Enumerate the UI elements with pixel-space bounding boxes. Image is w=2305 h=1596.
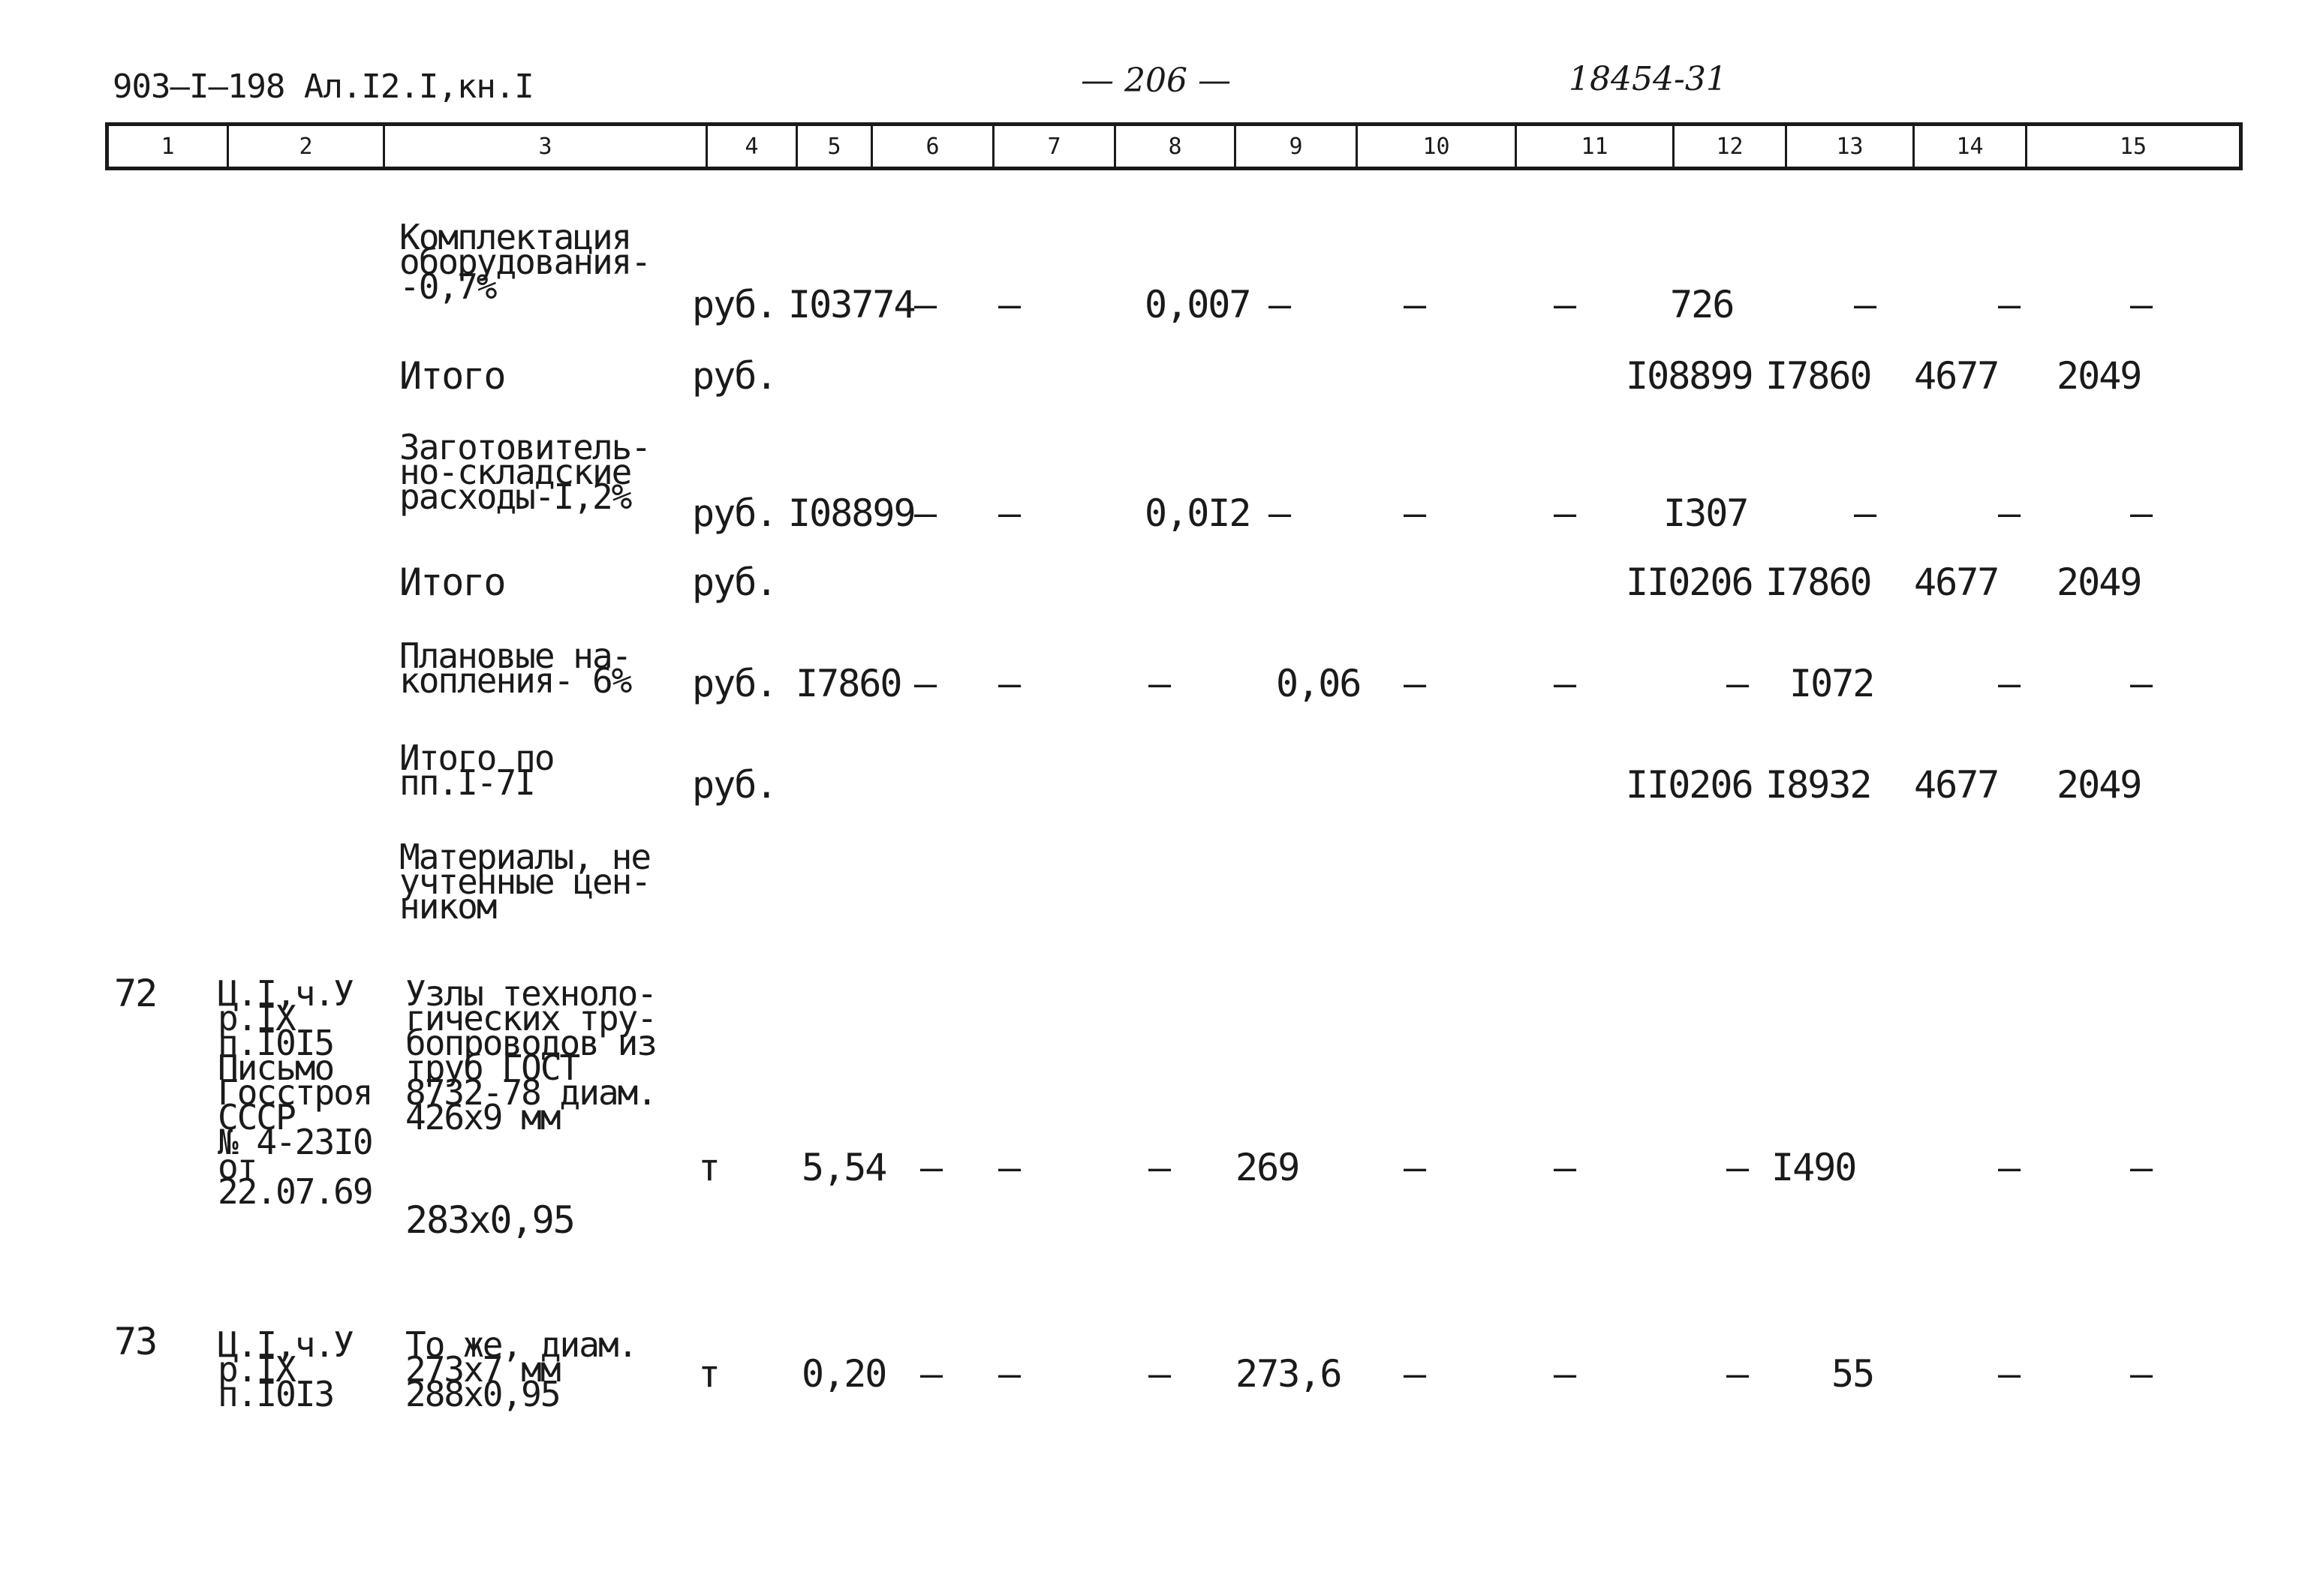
col-7-value: – [998, 491, 1020, 535]
col-13-value: – [1854, 491, 1876, 535]
col-4: 4 [708, 126, 798, 167]
col-13-value: I072 [1789, 662, 1874, 705]
col-7-value: – [998, 283, 1020, 326]
col-14-value: 4677 [1914, 561, 1999, 604]
col-14-value: 4677 [1914, 354, 1999, 398]
col-14-value: – [1998, 1352, 2020, 1396]
col-11: 11 [1517, 126, 1675, 167]
col-12-value: – [1726, 1352, 1748, 1396]
item-name: Итого по пп.I-7I [399, 738, 554, 803]
col-8-value: 0,0I2 [1145, 491, 1250, 535]
col-9-value: – [1268, 283, 1290, 326]
col-15-value: 2049 [2057, 763, 2141, 807]
reference: Ц.I,ч.У р.IX п.I0I5 Письмо Госстроя СССР № 4-23I0 от 22.07.69 [218, 973, 372, 1212]
item-name-extra: 283х0,95 [405, 1198, 574, 1242]
col-12-value: II0206 [1626, 561, 1753, 604]
col-15-value: 2049 [2057, 561, 2141, 604]
col-14-value: – [1998, 1146, 2020, 1189]
unit: руб. [692, 662, 777, 705]
col-11-value: – [1554, 283, 1575, 326]
unit: т [698, 1146, 720, 1189]
item-name: Итого [399, 561, 505, 604]
col-5: 5 [798, 126, 873, 167]
col-15-value: 2049 [2057, 354, 2141, 398]
col-15-value: – [2130, 283, 2152, 326]
item-number: 73 [114, 1320, 157, 1363]
col-9-value: – [1268, 491, 1290, 535]
col-14-value: – [1998, 491, 2020, 535]
col-15-value: – [2130, 662, 2152, 705]
item-name: Плановые на- копления- 6% [399, 636, 631, 701]
col-10-value: – [1404, 283, 1425, 326]
col-12-value: – [1726, 662, 1748, 705]
col-10-value: – [1404, 1352, 1425, 1396]
col-6: 6 [873, 126, 995, 167]
item-name: Комплектация оборудования- -0,7% [399, 217, 651, 307]
page-number: — 206 — [1081, 62, 1231, 100]
col-13: 13 [1787, 126, 1915, 167]
reference: Ц.I,ч.У р.IX п.I0I3 [218, 1324, 353, 1414]
col-6-value: – [914, 283, 936, 326]
col-13-value: I7860 [1765, 354, 1871, 398]
col-8-value: – [1148, 1146, 1170, 1189]
item-name: Заготовитель- но-складские расходы-I,2% [399, 427, 651, 517]
col-7-value: – [998, 662, 1020, 705]
item-name: Узлы техноло- гических тру- бопроводов из труб ГОСТ 8732-78 диам. 426х9 мм [405, 973, 657, 1138]
col-11-value: – [1554, 491, 1575, 535]
section-heading: Материалы, не учтенные цен- ником [399, 837, 651, 927]
col-13-value: 55 [1831, 1352, 1874, 1396]
unit: руб. [692, 491, 777, 535]
document-code: 903–I–198 Ал.I2.I,кн.I [113, 68, 534, 106]
col-7-value: – [998, 1352, 1020, 1396]
item-name: То же, диам. 273х7 мм 288х0,95 [405, 1324, 637, 1414]
col-10-value: – [1404, 662, 1425, 705]
col-12-value: I307 [1663, 491, 1748, 535]
quantity: I08899 [788, 491, 915, 535]
unit: руб. [692, 283, 777, 326]
unit: т [698, 1352, 720, 1396]
col-6-value: – [914, 662, 936, 705]
col-8-value: – [1148, 662, 1170, 705]
col-8-value: 0,007 [1145, 283, 1250, 326]
col-9: 9 [1236, 126, 1358, 167]
col-10-value: – [1404, 1146, 1425, 1189]
col-12-value: II0206 [1626, 763, 1753, 807]
quantity: I7860 [796, 662, 901, 705]
col-12-value: – [1726, 1146, 1748, 1189]
col-15: 15 [2119, 133, 2147, 160]
col-11-value: – [1554, 1146, 1575, 1189]
col-12-value: 726 [1670, 283, 1734, 326]
col-2: 2 [229, 126, 385, 167]
sheet-code: 18454-31 [1569, 60, 1727, 98]
col-10: 10 [1358, 126, 1517, 167]
col-13-value: I490 [1771, 1146, 1856, 1189]
col-14-value: – [1998, 662, 2020, 705]
col-11-value: – [1554, 662, 1575, 705]
col-7: 7 [995, 126, 1116, 167]
col-15-value: – [2130, 1146, 2152, 1189]
col-8-value: – [1148, 1352, 1170, 1396]
col-11-value: – [1554, 1352, 1575, 1396]
quantity: 0,20 [802, 1352, 886, 1396]
quantity: I03774 [788, 283, 915, 326]
col-6-value: – [920, 1146, 942, 1189]
unit: руб. [692, 354, 777, 398]
col-13-value: – [1854, 283, 1876, 326]
col-14-value: – [1998, 283, 2020, 326]
col-1: 1 [109, 126, 229, 167]
col-8: 8 [1116, 126, 1236, 167]
col-13-value: I8932 [1765, 763, 1871, 807]
col-14-value: 4677 [1914, 763, 1999, 807]
col-12: 12 [1675, 126, 1787, 167]
col-3: 3 [385, 126, 708, 167]
col-7-value: – [998, 1146, 1020, 1189]
col-9-value: 0,06 [1276, 662, 1361, 705]
item-number: 72 [114, 972, 157, 1015]
unit: руб. [692, 561, 777, 604]
col-9-value: 273,6 [1235, 1352, 1341, 1396]
col-12-value: I08899 [1626, 354, 1753, 398]
col-9-value: 269 [1235, 1146, 1299, 1189]
col-6-value: – [920, 1352, 942, 1396]
col-10-value: – [1404, 491, 1425, 535]
col-15-value: – [2130, 1352, 2152, 1396]
item-name: Итого [399, 354, 505, 398]
col-15-value: – [2130, 491, 2152, 535]
col-6-value: – [914, 491, 936, 535]
unit: руб. [692, 763, 777, 807]
quantity: 5,54 [802, 1146, 886, 1189]
column-number-bar [105, 122, 2243, 170]
col-14: 14 [1915, 126, 2027, 167]
col-13-value: I7860 [1765, 561, 1871, 604]
